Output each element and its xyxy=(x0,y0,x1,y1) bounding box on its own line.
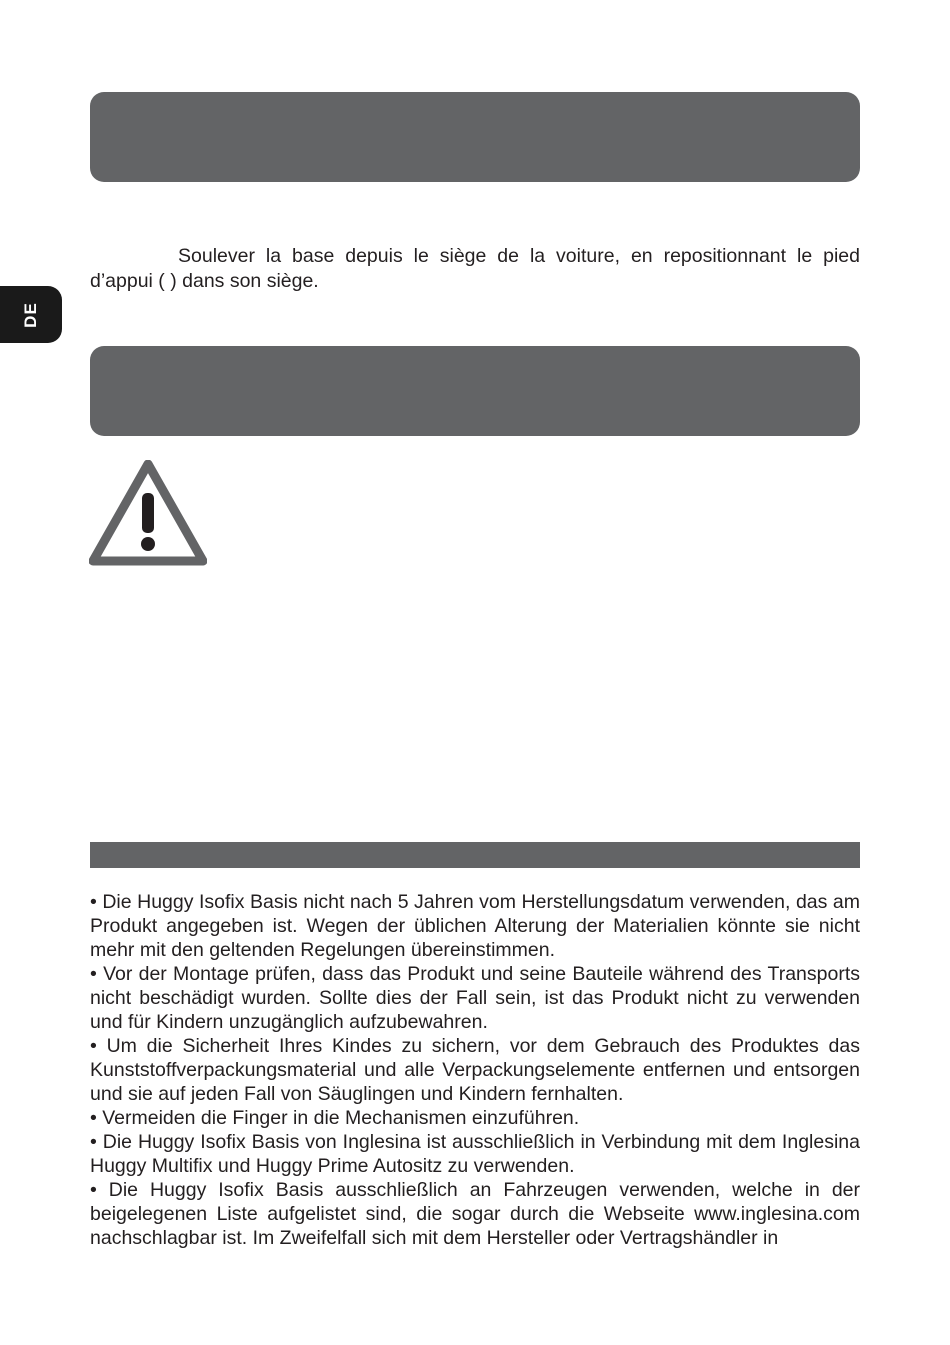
safety-notes-list xyxy=(90,890,860,1250)
intro-paragraph: Soulever la base depuis le siège de la voiture, en repositionnant le pied d’appui ( ) dans son siège. xyxy=(90,245,860,292)
warning-header-bar xyxy=(90,346,860,436)
list-item: • Die Huggy Isofix Basis nicht nach 5 Jahren vom Herstellungsdatum verwenden, das am Produkt angegeben ist. Wegen der üblichen Alterung der Materialien könnte sie nicht mehr mit den geltenden Regelungen übereinstimmen. xyxy=(90,891,860,961)
language-tab xyxy=(0,286,62,343)
list-item: • Vermeiden die Finger in die Mechanismen einzuführen. xyxy=(90,1107,580,1129)
section-header-bar xyxy=(90,92,860,182)
warning-triangle-icon xyxy=(89,460,207,566)
list-item: • Die Huggy Isofix Basis ausschließlich an Fahrzeugen verwenden, welche in der beigelegenen Liste aufgelistet sind, die sogar durch die Webseite www.inglesina.com nachschlagbar ist. Im Zweifelfall sich mit dem Hersteller oder Vertragshändler in xyxy=(90,1179,860,1249)
list-item: • Um die Sicherheit Ihres Kindes zu sichern, vor dem Gebrauch des Produktes das Kunststoffverpackungsmaterial und alle Verpackungselemente entfernen und entsorgen und sie auf jeden Fall von Säuglingen und Kindern fernhalten. xyxy=(90,1035,860,1105)
language-tab-label: DE xyxy=(21,301,40,328)
list-item: • Die Huggy Isofix Basis von Inglesina ist ausschließlich in Verbindung mit dem Inglesina Huggy Multifix und Huggy Prime Autositz zu verwenden. xyxy=(90,1131,860,1177)
notes-header-bar xyxy=(90,842,860,868)
list-item: • Vor der Montage prüfen, dass das Produkt und seine Bauteile während des Transports nicht beschädigt wurden. Sollte dies der Fall sein, ist das Produkt nicht zu verwenden und für Kindern unzugänglich aufzubewahren. xyxy=(90,963,860,1033)
